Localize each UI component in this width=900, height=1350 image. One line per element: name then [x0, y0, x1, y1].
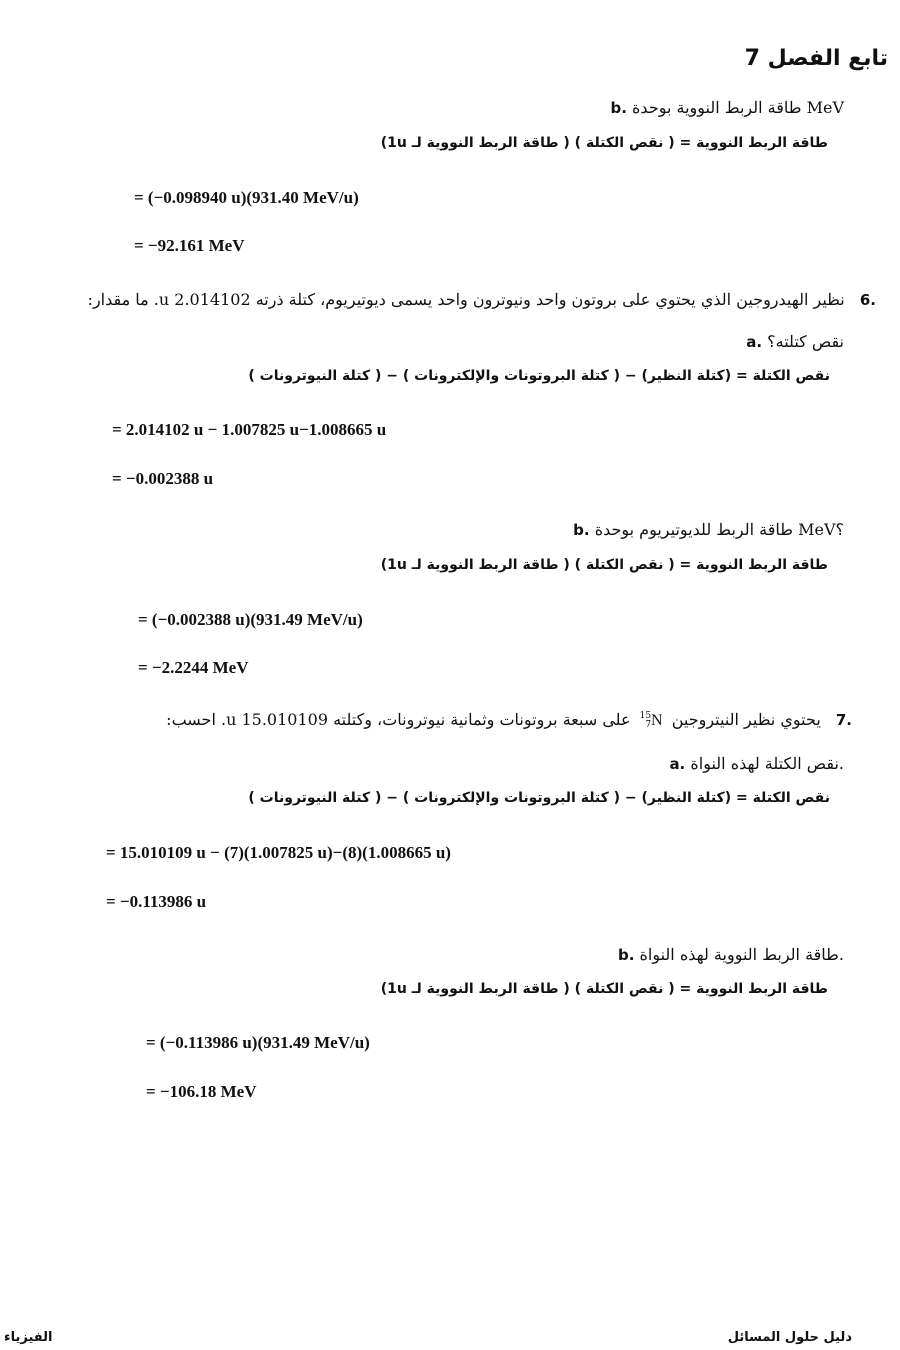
equation-result: = −0.002388 u	[112, 469, 214, 488]
equation-line: = (−0.113986 u)(931.49 MeV/u)	[146, 1033, 370, 1052]
q7-part-a	[669, 754, 844, 773]
isotope-element: N	[651, 712, 663, 729]
question-text-start: يحتوي نظير النيتروجين	[671, 710, 821, 729]
part-text: طاقة الربط النووية لهذه النواة.	[639, 945, 844, 964]
isotope-mass-number: 15	[639, 710, 652, 721]
q5-part-b	[611, 98, 844, 117]
equation-line: = 2.014102 u − 1.007825 u−1.008665 u	[112, 420, 387, 439]
part-label: b.	[573, 521, 590, 539]
q6-part-b	[573, 520, 844, 539]
part-text: نقص كتلته؟	[767, 332, 844, 351]
question-number: .6	[859, 291, 876, 309]
binding-energy-formula: طاقة الربط النووية = ( نقص الكتلة ) ( طاقة الربط النووية لـ 1u)	[380, 557, 828, 573]
equation-result: = −106.18 MeV	[146, 1082, 257, 1101]
equation-line: = (−0.002388 u)(931.49 MeV/u)	[138, 610, 363, 629]
page-title: تابع الفصل 7	[744, 46, 888, 71]
part-label: a.	[669, 755, 686, 773]
binding-energy-formula: طاقة الربط النووية = ( نقص الكتلة ) ( طاقة الربط النووية لـ 1u)	[380, 981, 828, 997]
mass-defect-formula: نقص الكتلة = (كتلة النظير) − ( كتلة البروتونات والإلكترونات ) − ( كتلة النيوترونات )	[248, 368, 830, 384]
question-text-end: على سبعة بروتونات وثمانية نيوترونات، وكتلته 15.010109 u. احسب:	[166, 710, 631, 729]
footer-book-title: دليل حلول المسائل	[727, 1330, 852, 1345]
mass-defect-formula: نقص الكتلة = (كتلة النظير) − ( كتلة البروتونات والإلكترونات ) − ( كتلة النيوترونات )	[248, 790, 830, 806]
part-label: a.	[746, 333, 763, 351]
footer-subject: الفيزياء	[4, 1330, 53, 1345]
question-text: نظير الهيدروجين الذي يحتوي على بروتون واحد ونيوترون واحد يسمى ديوتيريوم، كتلة ذرته 2.014102 u. ما مقدار:	[87, 290, 845, 309]
equation-result: = −2.2244 MeV	[138, 658, 249, 677]
binding-energy-formula: طاقة الربط النووية = ( نقص الكتلة ) ( طاقة الربط النووية لـ 1u)	[380, 135, 828, 151]
isotope-atomic-number: 7	[645, 719, 652, 730]
question-number: .7	[835, 711, 852, 729]
equation-line: = (−0.098940 u)(931.40 MeV/u)	[134, 188, 359, 207]
equation-result: = −92.161 MeV	[134, 236, 245, 255]
q7-part-b	[618, 945, 844, 964]
part-text: نقص الكتلة لهذه النواة.	[690, 754, 844, 773]
part-text: طاقة الربط للديوتيريوم بوحدة MeV؟	[594, 520, 844, 539]
equation-result: = −0.113986 u	[106, 892, 207, 911]
part-label: b.	[617, 946, 635, 964]
part-text: طاقة الربط النووية بوحدة MeV	[632, 98, 844, 117]
q6-part-a	[746, 332, 844, 351]
question-7	[166, 710, 852, 730]
nitrogen-isotope-symbol	[640, 710, 663, 730]
part-label: b.	[610, 99, 627, 117]
question-6	[88, 290, 876, 309]
equation-line: = 15.010109 u − (7)(1.007825 u)−(8)(1.008665 u)	[106, 843, 451, 862]
